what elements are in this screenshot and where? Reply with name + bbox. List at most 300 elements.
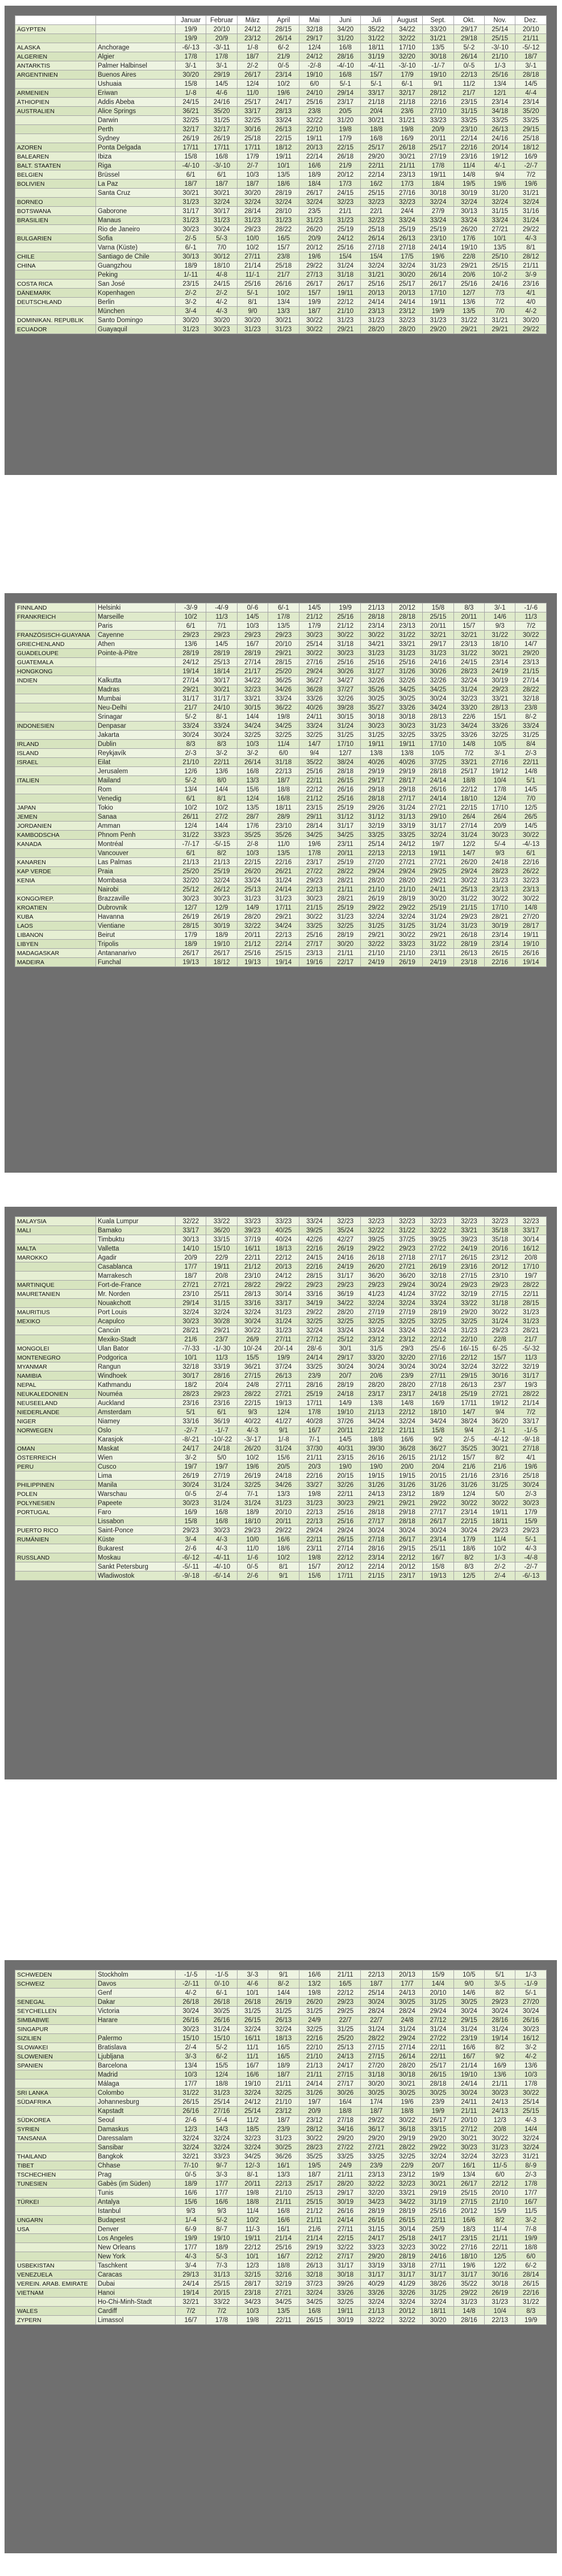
temperature-cell: 7/1	[206, 622, 237, 631]
temperature-cell: 10/4	[485, 776, 515, 785]
temperature-cell: 19/10	[330, 1408, 361, 1417]
table-row	[15, 2198, 547, 2207]
temperature-cell: 17/10	[485, 903, 515, 912]
temperature-cell: 29/23	[392, 1244, 422, 1253]
temperature-cell: 14/4	[268, 1989, 299, 1998]
temperature-cell: 9/2	[485, 2052, 515, 2061]
temperature-cell: 10/1	[237, 1989, 268, 1998]
temperature-cell: 3/-9	[515, 270, 547, 280]
temperature-cell: 36/21	[176, 107, 206, 116]
temperature-cell: 33/27	[299, 1481, 330, 1490]
temperature-cell: 30/12	[206, 252, 237, 261]
city-cell: Berlin	[96, 298, 176, 307]
temperature-cell: 24/12	[392, 840, 422, 849]
temperature-cell: 12/4	[268, 1408, 299, 1417]
temperature-cell: 30/1	[330, 1344, 361, 1353]
city-cell: Limassol	[96, 2316, 176, 2325]
temperature-cell: 27/14	[392, 2043, 422, 2052]
temperature-cell: 31/24	[206, 1499, 237, 1508]
temperature-cell: 26/18	[176, 1998, 206, 2007]
climate-table-block-2	[5, 593, 557, 1173]
table-row	[15, 740, 547, 749]
temperature-cell: 28/14	[515, 2270, 547, 2279]
temperature-cell: 33/25	[361, 2152, 392, 2161]
country-cell: MALTA	[15, 1244, 96, 1253]
temperature-cell: 35/20	[515, 107, 547, 116]
city-cell: Varna (Küste)	[96, 243, 176, 252]
temperature-cell: 10/2	[268, 80, 299, 89]
city-cell: Darwin	[96, 116, 176, 125]
temperature-cell: 29/23	[485, 1281, 515, 1290]
temperature-cell: 19/6	[299, 252, 330, 261]
temperature-cell: 17/3	[330, 180, 361, 189]
table-row	[15, 325, 547, 334]
temperature-cell: 18/8	[361, 1435, 392, 1444]
temperature-cell: 33/25	[453, 116, 484, 125]
temperature-cell: 18/9	[176, 2179, 206, 2189]
temperature-cell: 31/26	[361, 1481, 392, 1490]
temperature-cell: 19/14	[515, 958, 547, 967]
temperature-cell: -4/-12	[485, 1435, 515, 1444]
temperature-cell: 6/0	[299, 80, 330, 89]
temperature-cell: 13/2	[299, 1979, 330, 1989]
temperature-cell: 20/10	[268, 1508, 299, 1517]
temperature-cell: 15/10	[176, 2034, 206, 2043]
temperature-cell: 31/23	[268, 325, 299, 334]
temperature-cell: 24/18	[206, 1444, 237, 1453]
temperature-cell: 28/19	[392, 2207, 422, 2216]
temperature-cell: 31/23	[361, 316, 392, 325]
temperature-cell: 23/12	[392, 1490, 422, 1499]
temperature-cell: 14/7	[299, 740, 330, 749]
country-cell: DEUTSCHLAND	[15, 298, 96, 307]
temperature-cell: 28/7	[237, 812, 268, 822]
temperature-cell: 30/18	[392, 2070, 422, 2079]
temperature-cell: -4/-8	[515, 1553, 547, 1562]
temperature-cell: 13/5	[268, 622, 299, 631]
temperature-cell: 5/1	[515, 776, 547, 785]
temperature-cell: 7/2	[206, 2307, 237, 2316]
temperature-cell: 11/4	[453, 161, 484, 170]
temperature-cell: 41/27	[268, 1417, 299, 1426]
temperature-cell: 28/24	[361, 2007, 392, 2016]
table-row	[15, 1390, 547, 1399]
climate-table	[15, 15, 547, 334]
temperature-cell: 32/23	[515, 876, 547, 885]
temperature-cell: 25/13	[330, 2043, 361, 2052]
temperature-cell: 36/20	[361, 1272, 392, 1281]
temperature-cell: 32/22	[361, 940, 392, 949]
temperature-cell: 14/8	[453, 170, 484, 180]
city-cell: Sanaa	[96, 812, 176, 822]
temperature-cell: 31/23	[361, 649, 392, 658]
temperature-cell: 33/25	[485, 116, 515, 125]
country-cell	[15, 1299, 96, 1308]
temperature-cell: 29/3	[392, 1344, 422, 1353]
temperature-cell: 32/23	[392, 316, 422, 325]
temperature-cell: 7/-10	[176, 2161, 206, 2170]
temperature-cell: 24/14	[423, 794, 453, 803]
temperature-cell: 32/23	[423, 1217, 453, 1226]
temperature-cell: 4/-3	[237, 1426, 268, 1435]
temperature-cell: 33/23	[206, 831, 237, 840]
city-cell: Athen	[96, 640, 176, 649]
city-cell: Ponta Delgada	[96, 143, 176, 152]
temperature-cell: 31/24	[453, 2025, 484, 2034]
temperature-cell: 28/14	[237, 207, 268, 216]
temperature-cell: 32/24	[237, 2143, 268, 2152]
temperature-cell: 19/13	[176, 958, 206, 967]
table-row	[15, 2179, 547, 2189]
temperature-cell: 32/25	[330, 1317, 361, 1326]
city-cell: Nouméa	[96, 1390, 176, 1399]
temperature-cell: 29/21	[423, 931, 453, 940]
temperature-cell: 33/26	[299, 694, 330, 703]
temperature-cell: 32/24	[299, 2289, 330, 2298]
temperature-cell: 39/28	[330, 703, 361, 712]
temperature-cell: 33/21	[392, 640, 422, 649]
temperature-cell: 23/13	[299, 949, 330, 958]
city-cell: Tripolis	[96, 940, 176, 949]
temperature-cell: 18/8	[268, 785, 299, 794]
temperature-cell: 34/23	[237, 2298, 268, 2307]
city-cell: New Orleans	[96, 2243, 176, 2252]
temperature-cell: 20/13	[299, 143, 330, 152]
temperature-cell: 18/9	[176, 940, 206, 949]
temperature-cell: 25/18	[361, 225, 392, 234]
country-cell	[15, 2107, 96, 2116]
temperature-cell: 21/14	[299, 2234, 330, 2243]
temperature-cell: 19/9	[176, 34, 206, 43]
country-cell: MARTINIQUE	[15, 1281, 96, 1290]
temperature-cell: 25/18	[515, 1472, 547, 1481]
temperature-cell: 8/1	[206, 794, 237, 803]
city-cell: Stockholm	[96, 1970, 176, 1979]
temperature-cell: 23/5	[299, 207, 330, 216]
temperature-cell: 20/8	[206, 1272, 237, 1281]
temperature-cell: 28/12	[515, 252, 547, 261]
temperature-cell: 32/26	[392, 676, 422, 685]
temperature-cell: 29/23	[176, 1526, 206, 1535]
temperature-cell: 16/8	[237, 767, 268, 776]
temperature-cell: 28/18	[392, 1517, 422, 1526]
temperature-cell: 29/24	[299, 1526, 330, 1535]
temperature-cell: 10/5	[485, 740, 515, 749]
temperature-cell: 19/9	[423, 2107, 453, 2116]
temperature-cell: 32/23	[392, 2243, 422, 2252]
temperature-cell: 4/1	[515, 289, 547, 298]
month-header: Januar	[176, 16, 206, 25]
temperature-cell: 18/14	[206, 667, 237, 676]
table-row	[15, 758, 547, 767]
temperature-cell: 21/10	[361, 949, 392, 958]
temperature-cell: 31/19	[361, 52, 392, 61]
temperature-cell: 15/5	[206, 2061, 237, 2070]
temperature-cell: 25/13	[453, 885, 484, 894]
city-cell: Rom	[96, 785, 176, 794]
temperature-cell: 20/11	[423, 134, 453, 143]
temperature-cell: 19/13	[268, 1399, 299, 1408]
table-row	[15, 1335, 547, 1344]
temperature-cell: 5/-2	[176, 712, 206, 722]
temperature-cell: 6/-1	[206, 1989, 237, 1998]
temperature-cell: 26/20	[299, 225, 330, 234]
temperature-cell: 26/19	[330, 1244, 361, 1253]
temperature-cell: 24/16	[330, 1253, 361, 1262]
temperature-cell: 24/17	[361, 2234, 392, 2243]
temperature-cell: 12/3	[237, 2261, 268, 2270]
city-cell: Kopenhagen	[96, 289, 176, 298]
table-row	[15, 2007, 547, 2016]
city-cell: Palermo	[96, 2034, 176, 2043]
table-row	[15, 207, 547, 216]
temperature-cell: 31/18	[361, 2070, 392, 2079]
temperature-cell: 19/7	[206, 1462, 237, 1472]
table-row	[15, 658, 547, 667]
temperature-cell: 36/17	[361, 2125, 392, 2134]
temperature-cell: 10/2	[268, 289, 299, 298]
temperature-cell: 16/9	[392, 134, 422, 143]
country-cell: VEREIN. ARAB. EMIRATE	[15, 2279, 96, 2289]
temperature-cell: 22/13	[485, 2316, 515, 2325]
country-cell: SINGAPUR	[15, 2025, 96, 2034]
temperature-cell: 31/23	[392, 649, 422, 658]
city-cell: Reykjavík	[96, 749, 176, 758]
temperature-cell: 34/19	[299, 1299, 330, 1308]
temperature-cell: 18/9	[423, 1490, 453, 1499]
city-cell: Algier	[96, 52, 176, 61]
temperature-cell: 30/24	[423, 1526, 453, 1535]
temperature-cell: 26/18	[237, 1998, 268, 2007]
country-cell	[15, 622, 96, 631]
city-cell: Guayaquil	[96, 325, 176, 334]
temperature-cell: 27/18	[392, 1253, 422, 1262]
country-cell: VENEZUELA	[15, 2270, 96, 2279]
temperature-cell: 4/-2	[515, 307, 547, 316]
temperature-cell: 40/25	[268, 1226, 299, 1235]
temperature-cell: 10/5	[423, 749, 453, 758]
table-row	[15, 1553, 547, 1562]
temperature-cell: 5/1	[176, 1408, 206, 1417]
temperature-cell: 31/23	[299, 216, 330, 225]
temperature-cell: 27/18	[423, 1381, 453, 1390]
temperature-cell: 38/24	[453, 1417, 484, 1426]
temperature-cell: 26/16	[206, 2016, 237, 2025]
temperature-cell: 2/-5	[453, 1435, 484, 1444]
temperature-cell: 30/20	[237, 189, 268, 198]
temperature-cell: 30/25	[361, 694, 392, 703]
city-cell: Cardiff	[96, 2307, 176, 2316]
country-cell	[15, 243, 96, 252]
temperature-cell: 19/11	[423, 849, 453, 858]
temperature-cell: 22/11	[206, 758, 237, 767]
temperature-cell: 32/23	[361, 216, 392, 225]
temperature-cell: 28/18	[330, 767, 361, 776]
temperature-cell: 33/19	[361, 2261, 392, 2270]
temperature-cell: 30/22	[515, 831, 547, 840]
temperature-cell: 22/12	[299, 2252, 330, 2261]
city-cell: Istanbul	[96, 2207, 176, 2216]
temperature-cell: 29/19	[392, 2134, 422, 2143]
temperature-cell: 32/21	[176, 2298, 206, 2307]
temperature-cell: 17/10	[392, 43, 422, 52]
temperature-cell: 17/10	[423, 740, 453, 749]
temperature-cell: 8/-1	[237, 2170, 268, 2179]
table-row	[15, 812, 547, 822]
temperature-cell: 32/25	[361, 1317, 392, 1326]
country-cell	[15, 1335, 96, 1344]
temperature-cell: 17/7	[176, 1262, 206, 1272]
temperature-cell: 7/2	[515, 622, 547, 631]
temperature-cell: 19/11	[361, 740, 392, 749]
temperature-cell: 21/10	[330, 307, 361, 316]
temperature-cell: 31/23	[268, 216, 299, 225]
temperature-cell: 3/-4	[176, 2261, 206, 2270]
temperature-cell: 15/6	[176, 2198, 206, 2207]
temperature-cell: 21/11	[268, 2079, 299, 2089]
temperature-cell: -3/-17	[237, 1435, 268, 1444]
temperature-cell: 18/12	[206, 958, 237, 967]
temperature-cell: 22/12	[453, 1353, 484, 1362]
temperature-cell: 3/-2	[176, 1453, 206, 1462]
temperature-cell: 32/24	[299, 1326, 330, 1335]
temperature-cell: 19/16	[299, 958, 330, 967]
city-cell: Antalya	[96, 2198, 176, 2207]
temperature-cell: 17/8	[268, 612, 299, 622]
temperature-cell: 16/12	[515, 2034, 547, 2043]
table-row	[15, 622, 547, 631]
temperature-cell: 27/12	[453, 2125, 484, 2134]
temperature-cell: 16/12	[515, 1244, 547, 1253]
temperature-cell: 27/18	[392, 243, 422, 252]
temperature-cell: 24/14	[423, 776, 453, 785]
temperature-cell: 32/23	[392, 2179, 422, 2189]
temperature-cell: 31/24	[206, 2025, 237, 2034]
city-cell: Gabès (im Süden)	[96, 2179, 176, 2189]
temperature-cell: 21/11	[485, 2079, 515, 2089]
temperature-cell: 26/19	[361, 894, 392, 903]
temperature-cell: 25/19	[330, 903, 361, 912]
temperature-cell: 16/8	[268, 2207, 299, 2216]
temperature-cell: 17/11	[268, 903, 299, 912]
temperature-cell: 12/7	[176, 903, 206, 912]
temperature-cell: 27/21	[485, 225, 515, 234]
temperature-cell: 2/-2	[206, 289, 237, 298]
country-cell: SEYCHELLEN	[15, 2007, 96, 2016]
temperature-cell: 27/14	[330, 1544, 361, 1553]
header-row	[15, 16, 547, 25]
temperature-cell: 19/6	[423, 252, 453, 261]
temperature-cell: 9/3	[206, 2207, 237, 2216]
temperature-cell: 20/11	[237, 931, 268, 940]
temperature-cell: 29/22	[361, 1244, 392, 1253]
temperature-cell: 29/23	[330, 1281, 361, 1290]
temperature-cell: 24/19	[423, 958, 453, 967]
temperature-cell: 19/10	[453, 243, 484, 252]
city-cell: Seoul	[96, 2116, 176, 2125]
city-cell: Paris	[96, 622, 176, 631]
temperature-cell: 33/21	[237, 694, 268, 703]
temperature-cell: 4/-4	[515, 89, 547, 98]
temperature-cell: 16/9	[423, 1399, 453, 1408]
temperature-cell: 13/8	[361, 749, 392, 758]
temperature-cell: 21/14	[453, 2061, 484, 2070]
table-row	[15, 289, 547, 298]
temperature-cell: 25/20	[176, 867, 206, 876]
temperature-cell: 28/19	[268, 189, 299, 198]
temperature-cell: 26/15	[237, 2016, 268, 2025]
temperature-cell: -2/-7	[176, 1426, 206, 1435]
temperature-cell: 14/5	[515, 822, 547, 831]
temperature-cell: 33/24	[268, 694, 299, 703]
temperature-cell: 15/7	[453, 622, 484, 631]
temperature-cell: 26/15	[515, 2279, 547, 2289]
temperature-cell: 30/25	[361, 2089, 392, 2098]
temperature-cell: 18/9	[268, 2061, 299, 2070]
temperature-cell: 24/10	[206, 703, 237, 712]
temperature-cell: 20/9	[299, 2107, 330, 2116]
temperature-cell: 22/13	[268, 931, 299, 940]
temperature-cell: 17/5	[392, 252, 422, 261]
temperature-cell: 31/26	[299, 2089, 330, 2098]
temperature-cell: 10/4	[485, 2307, 515, 2316]
temperature-cell: 18/7	[268, 2070, 299, 2079]
temperature-cell: 5/-2	[206, 2043, 237, 2052]
temperature-cell: 14/4	[515, 2125, 547, 2134]
temperature-cell: 27/22	[423, 1244, 453, 1253]
temperature-cell: 31/25	[330, 731, 361, 740]
temperature-cell: 17/8	[176, 52, 206, 61]
temperature-cell: 6/-1	[176, 243, 206, 252]
temperature-cell: 32/25	[330, 922, 361, 931]
temperature-cell: 27/18	[361, 243, 392, 252]
temperature-cell: -2/-8	[299, 61, 330, 70]
temperature-cell: 19/10	[453, 2070, 484, 2079]
temperature-cell: 33/17	[268, 1299, 299, 1308]
temperature-cell: 11/4	[237, 2207, 268, 2216]
temperature-cell: 20/5	[268, 1462, 299, 1472]
temperature-cell: 32/24	[206, 198, 237, 207]
country-cell	[15, 2252, 96, 2261]
temperature-cell: 22/13	[268, 767, 299, 776]
temperature-cell: 16/8	[361, 134, 392, 143]
country-cell: BOTSWANA	[15, 207, 96, 216]
temperature-cell: 31/12	[330, 812, 361, 822]
temperature-cell: 10/3	[176, 2070, 206, 2079]
temperature-cell: 32/26	[423, 676, 453, 685]
temperature-cell: 32/22	[299, 116, 330, 125]
temperature-cell: 19/11	[206, 1262, 237, 1272]
city-cell: Anchorage	[96, 43, 176, 52]
temperature-cell: 26/13	[453, 1381, 484, 1390]
temperature-cell: 31/24	[330, 261, 361, 270]
table-row	[15, 2207, 547, 2216]
temperature-cell: 32/23	[237, 685, 268, 694]
temperature-cell: 4/-8	[206, 270, 237, 280]
temperature-cell: 30/23	[176, 2025, 206, 2034]
temperature-cell: 21/11	[515, 261, 547, 270]
country-cell	[15, 785, 96, 794]
temperature-cell: 13/6	[176, 640, 206, 649]
table-row	[15, 2252, 547, 2261]
temperature-cell: 31/17	[423, 822, 453, 831]
city-cell: Manaus	[96, 216, 176, 225]
country-cell: NIEDERLANDE	[15, 1408, 96, 1417]
temperature-cell: 31/23	[423, 316, 453, 325]
temperature-cell: 22/13	[268, 2179, 299, 2189]
temperature-cell: 28/20	[361, 876, 392, 885]
temperature-cell: 19/11	[423, 298, 453, 307]
